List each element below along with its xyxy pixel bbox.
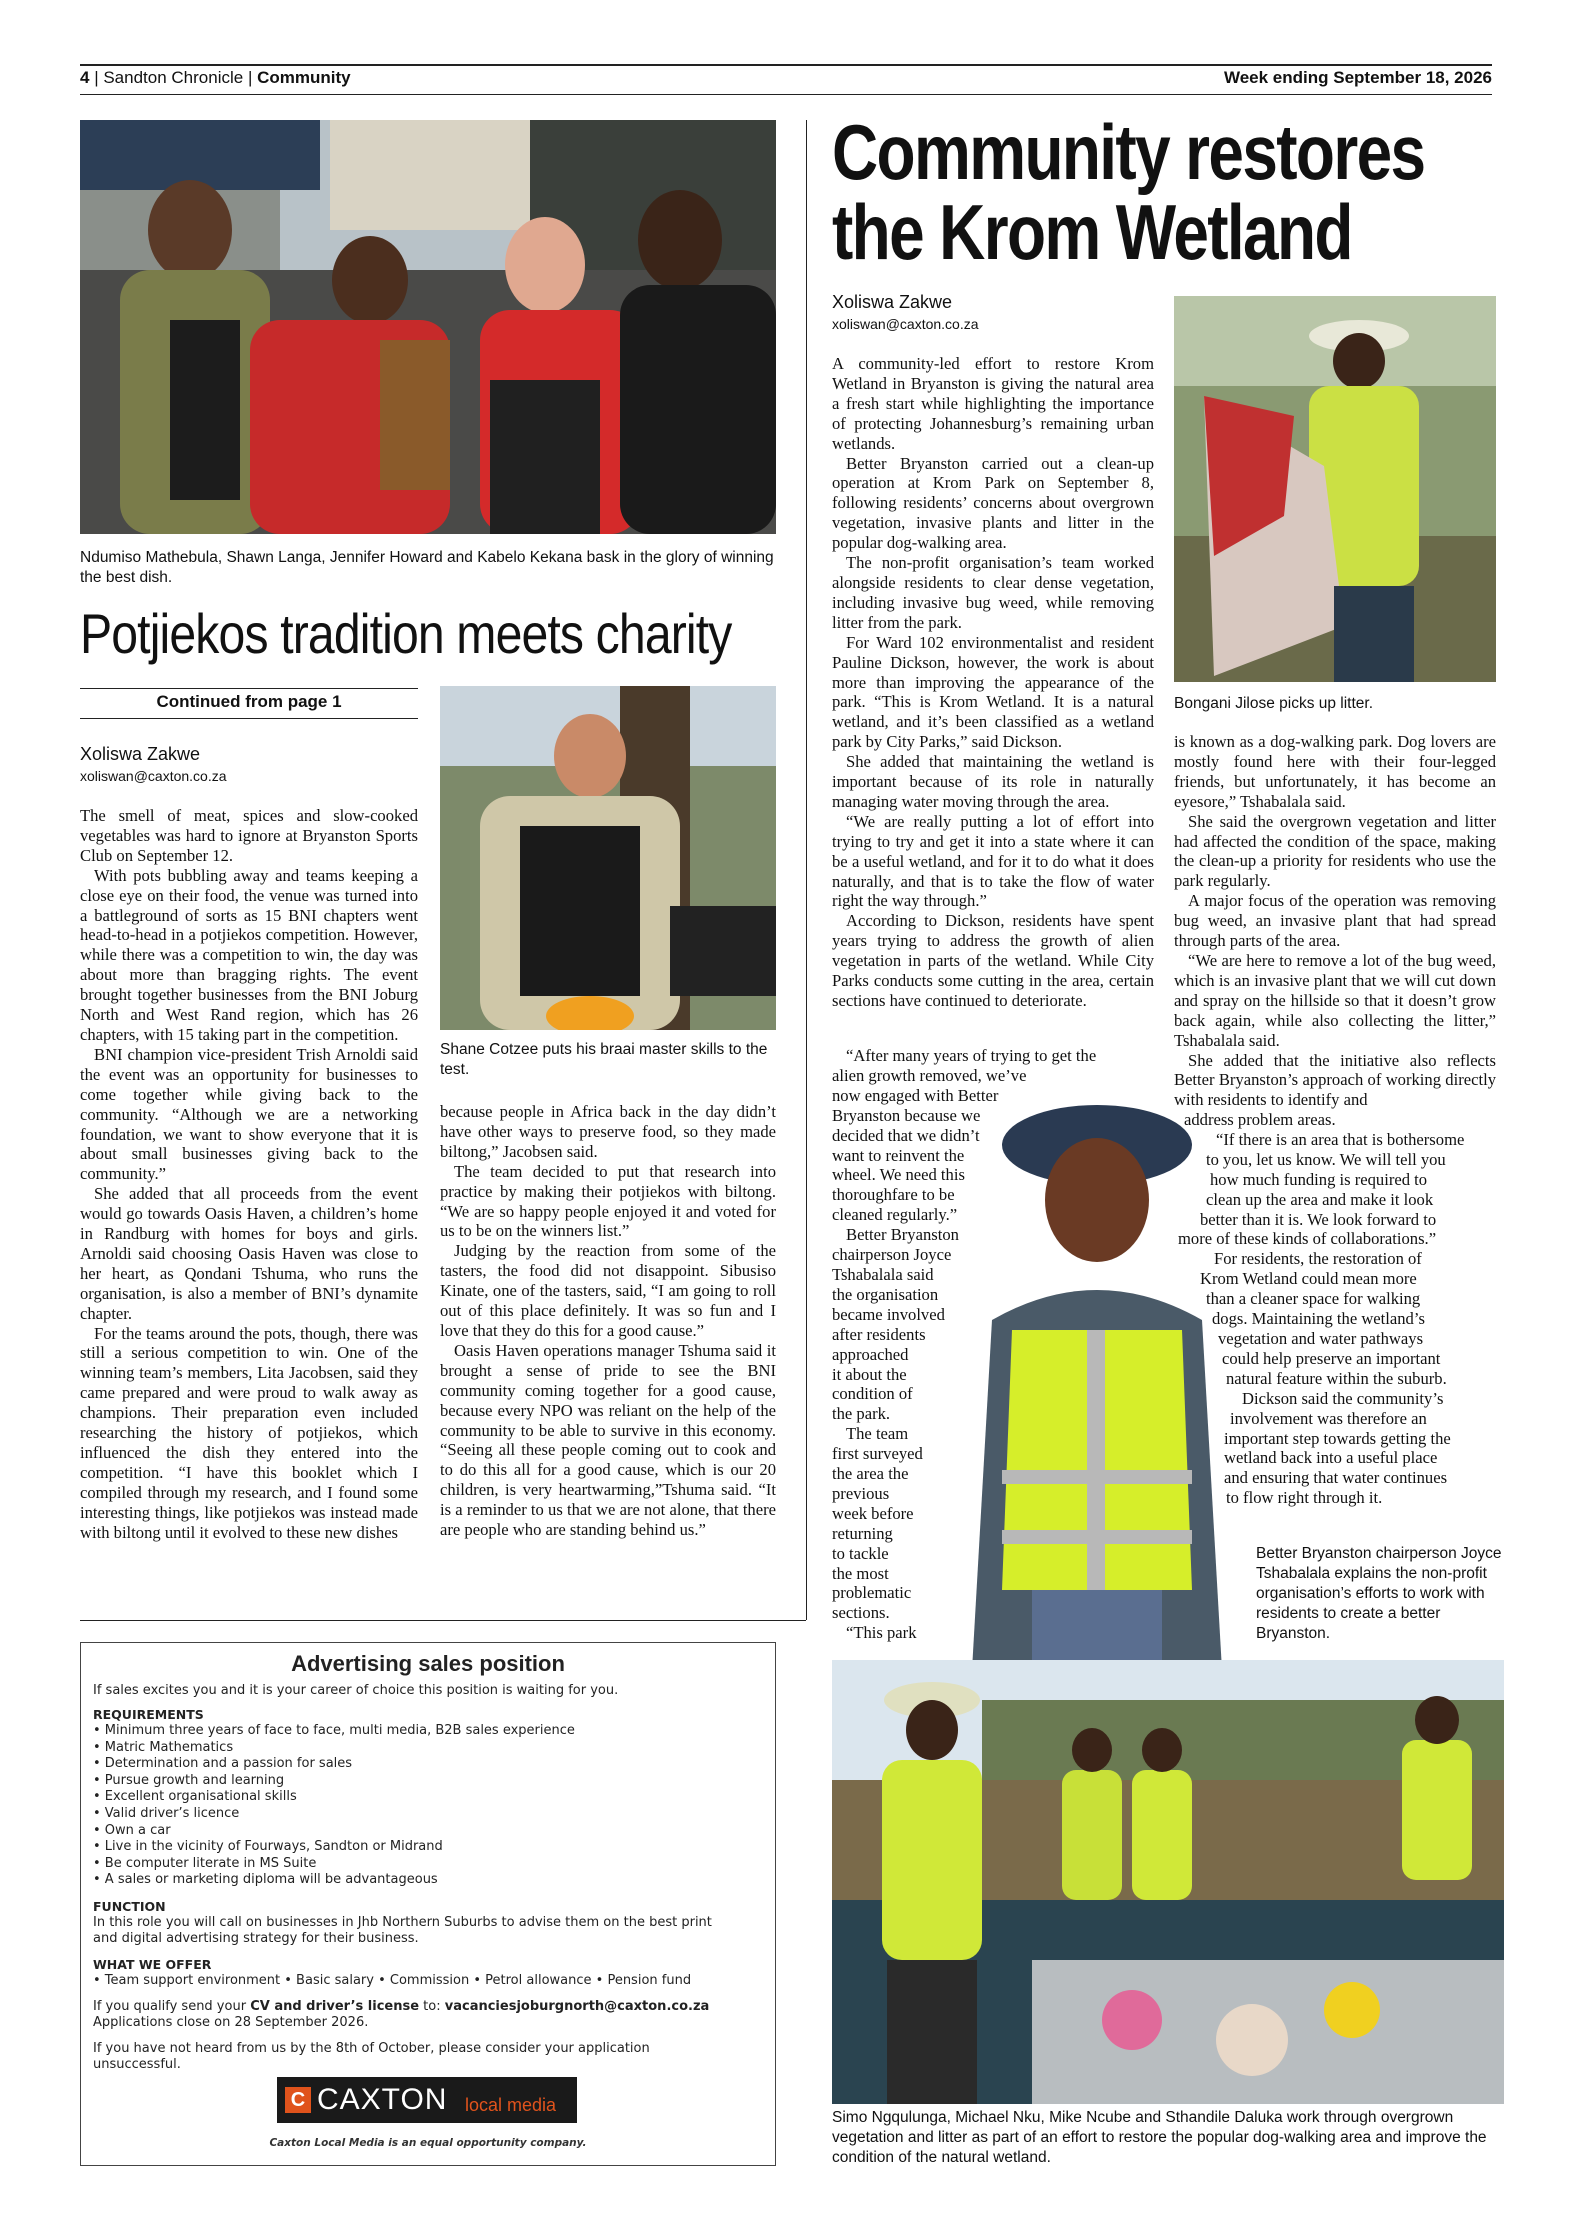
paragraph: “We are really putting a lot of effort into trying to try and get it into a state where it can be a useful wetland, and for it to do what it does naturally, and that is to take the flow of water right the way through.” — [832, 811, 1154, 911]
folio-bottom-rule — [80, 94, 1492, 95]
ad-apply-line — [93, 1999, 763, 2016]
text-line: approached — [832, 1344, 909, 1364]
potjiekos-headline: Potjiekos tradition meets charity — [80, 602, 732, 665]
text-line: address problem areas. — [1184, 1110, 1336, 1129]
wetland-headline — [832, 108, 1425, 276]
cleanup-team-photo — [832, 1660, 1504, 2104]
text-line: sections. — [832, 1603, 890, 1623]
paragraph: She added that all proceeds from the event would go towards Oasis Haven, a children’s home in Randburg with homes for boys and girls. Arnoldi said choosing Oasis Haven was close to her heart, as Qondani Tshuma, who runs the organisation, is also a member of BNI’s dynamite chapter. — [80, 1184, 418, 1323]
text-line: to you, let us know. We will tell you — [1206, 1149, 1446, 1169]
paragraph: Judging by the reaction from some of the tasters, the food did not disappoint. Sibusiso Kinate, one of the tasters, said, “I am going to roll out of this place definitely. It was so fun and I love that they do this for a good cause.” — [440, 1241, 776, 1340]
ad-offer-heading: WHAT WE OFFER — [93, 1957, 212, 1972]
shane-photo-caption: Shane Cotzee puts his braai master skills to the test. — [440, 1041, 768, 1078]
ad-requirement: • Own a car — [93, 1822, 171, 1838]
wetland-col2-tail — [1178, 1110, 1504, 1508]
paragraph: She said the overgrown vegetation and litter had affected the condition of the space, making the clean-up a priority for residents who use the park regularly. — [1174, 811, 1496, 891]
ad-requirement: • Live in the vicinity of Fourways, Sandton or Midrand — [93, 1839, 443, 1855]
ad-requirement: • A sales or marketing diploma will be advantageous — [93, 1872, 438, 1888]
ad-offer-text: • Team support environment • Basic salary • Commission • Petrol allowance • Pension fund — [93, 1973, 692, 1988]
paragraph: The team decided to put that research into practice by making their potjiekos with biltong. “We are so happy people enjoyed it and voted for us to be on the winners list.” — [440, 1161, 776, 1241]
ad-intro: If sales excites you and it is your career of choice this position is waiting for you. — [93, 1683, 619, 1698]
folio-left: 4 | Sandton Chronicle | Community — [80, 68, 351, 87]
text-line: better than it is. We look forward to — [1200, 1209, 1437, 1229]
text-line: problematic — [832, 1583, 912, 1603]
potjiekos-photo-caption: Ndumiso Mathebula, Shawn Langa, Jennifer Howard and Kabelo Kekana bask in the glory of winning the best dish. — [80, 549, 774, 586]
ad-function-text-2: and digital advertising strategy for their business. — [93, 1931, 419, 1946]
continued-rule-top — [80, 688, 418, 689]
potjiekos-col2 — [440, 1102, 776, 1540]
bongani-photo-caption: Bongani Jilose picks up litter. — [1174, 695, 1374, 712]
potjiekos-author: Xoliswa Zakwe — [80, 744, 201, 764]
paper-name: Sandton Chronicle — [103, 68, 244, 87]
paragraph: The non-profit organisation’s team worked alongside residents to clear dense vegetation, including invasive bug weed, while removing litter from the park. — [832, 553, 1154, 632]
caxton-logo — [277, 2077, 577, 2123]
paragraph: A community-led effort to restore Krom Wetland in Bryanston is giving the natural area a fresh start while highlighting the importance of protecting Johannesburg’s remaining urban wetlands. — [832, 354, 1154, 453]
text-line: and ensuring that water continues — [1224, 1468, 1448, 1488]
text-line: now engaged with Better — [832, 1085, 999, 1105]
text-line: the organisation — [832, 1284, 939, 1304]
text-line: “This park — [846, 1623, 917, 1643]
wetland-email: xoliswan@caxton.co.za — [832, 316, 979, 332]
ad-footer: Caxton Local Media is an equal opportunity company. — [269, 2137, 587, 2149]
text-line: want to reinvent the — [832, 1145, 965, 1165]
paragraph: is known as a dog-walking park. Dog lovers are mostly found here with their four-legged friends, but unfortunately, it has become an eyesore,” Tshabalala said. — [1174, 732, 1496, 811]
ad-unsuccessful-2: unsuccessful. — [93, 2057, 181, 2072]
paragraph: For Ward 102 environmentalist and resident Pauline Dickson, however, the work is about more than improving the appearance of the park. “This is Krom Wetland. It is a natural wetland, and it’s been classified as a wetland park by City Parks,” said Dickson. — [832, 632, 1154, 752]
ad-requirements-list — [93, 1723, 763, 1889]
ad-unsuccessful-1: If you have not heard from us by the 8th of October, please consider your application — [93, 2041, 650, 2056]
paragraph: According to Dickson, residents have spent years trying to address the growth of alien vegetation in parts of the wetland. While City Parks conducts some cutting in the area, certain sections have continued to deteriorate. — [832, 911, 1154, 1010]
cleanup-team-caption: Simo Ngqulunga, Michael Nku, Mike Ncube and Sthandile Daluka work through overgrown vegetation and litter as part of an effort to restore the popular dog-walking area and improve the condition of the natural wetland. — [832, 2109, 1487, 2166]
text-line: the area the — [832, 1464, 909, 1484]
continued-label: Continued from page 1 — [156, 692, 342, 711]
ad-requirement: • Matric Mathematics — [93, 1739, 234, 1755]
wetland-headline-line1: Community restores — [832, 108, 1425, 196]
text-line: For residents, the restoration of — [1214, 1249, 1422, 1269]
text-line: Tshabalala said — [832, 1264, 934, 1284]
shane-braai-photo — [440, 686, 776, 1030]
potjiekos-email: xoliswan@caxton.co.za — [80, 768, 227, 784]
ad-apply-bold: CV and driver’s license — [250, 1999, 420, 2014]
text-line: the most — [832, 1563, 889, 1583]
text-line: first surveyed — [832, 1444, 923, 1464]
ad-function-text-1: In this role you will call on businesses in Jhb Northern Suburbs to advise them on the best print — [93, 1915, 712, 1930]
wetland-col2 — [1174, 732, 1496, 1110]
ad-requirement: • Pursue growth and learning — [93, 1772, 285, 1788]
caxton-logo-sub: local media — [465, 2095, 557, 2115]
ad-function-heading: FUNCTION — [93, 1899, 166, 1914]
text-line: natural feature within the suburb. — [1226, 1368, 1447, 1388]
story-divider — [806, 120, 807, 1620]
ad-requirement: • Be computer literate in MS Suite — [93, 1855, 317, 1871]
text-line: thoroughfare to be — [832, 1185, 955, 1205]
text-line: week before — [832, 1503, 914, 1523]
text-line: “After many years of trying to get the alien growth removed, we’ve — [832, 1046, 1097, 1085]
text-line: after residents — [832, 1324, 926, 1344]
caxton-logo-mark: C — [285, 2087, 311, 2113]
potjiekos-col1 — [80, 806, 418, 1543]
paragraph: “We are here to remove a lot of the bug weed, which is an invasive plant that we will cut down and spray on the hillside so that it doesn’t grow back again, while also collecting the litter,” Tshabalala said. — [1174, 950, 1496, 1050]
paragraph: BNI champion vice-president Trish Arnoldi said the event was an opportunity for businesses to come together while giving back to the community. “Although we are a networking foundation, we want to show everyone that it is about small businesses giving back to the community.” — [80, 1044, 418, 1184]
text-line: cleaned regularly.” — [832, 1205, 958, 1225]
text-line: vegetation and water pathways — [1218, 1328, 1424, 1348]
text-line: dogs. Maintaining the wetland’s — [1212, 1309, 1425, 1329]
bongani-litter-photo — [1174, 296, 1496, 682]
text-line: clean up the area and make it look — [1206, 1189, 1434, 1209]
text-line: The team — [846, 1424, 909, 1444]
text-line: wetland back into a useful place — [1224, 1448, 1438, 1468]
paragraph: She added that the initiative also reflects Better Bryanston’s approach of working directly with residents to identify and — [1174, 1050, 1496, 1110]
ad-requirement: • Minimum three years of face to face, multi media, B2B sales experience — [93, 1723, 575, 1738]
ad-requirements-heading: REQUIREMENTS — [93, 1707, 204, 1722]
text-line: “If there is an area that is bothersome — [1216, 1129, 1465, 1149]
text-line: more of these kinds of collaborations.” — [1178, 1229, 1437, 1249]
text-line: to flow right through it. — [1226, 1488, 1383, 1508]
ad-apply-email-link[interactable]: vacanciesjoburgnorth@caxton.co.za — [444, 1999, 710, 2014]
ad-requirement: • Excellent organisational skills — [93, 1789, 297, 1805]
text-line: previous — [832, 1483, 890, 1503]
wetland-col1 — [832, 354, 1154, 1011]
ad-requirement: • Determination and a passion for sales — [93, 1756, 353, 1772]
paragraph: She added that maintaining the wetland is important because of its role in naturally managing water moving through the area. — [832, 752, 1154, 811]
text-line: important step towards getting the — [1224, 1428, 1451, 1448]
potjiekos-winners-photo — [80, 120, 776, 534]
text-line: the park. — [832, 1404, 891, 1424]
text-line: chairperson Joyce — [832, 1245, 952, 1265]
advertising-sales-ad — [80, 1642, 776, 2166]
ad-apply-mid: to: — [419, 1999, 445, 2014]
joyce-tshabalala-photo — [972, 1090, 1222, 1670]
paragraph: Oasis Haven operations manager Tshuma said it brought a sense of pride to see the BNI community coming together for a good cause, because every NPO was reliant on the help of the community to be able to survive in this economy. “Seeing all these people coming out to cook and to do this all for a good cause, which is our 20 children, is very heartwarming,”Tshuma said. “It is a reminder to us that we are not alone, that there are people who are standing behind us.” — [440, 1340, 776, 1540]
page-number: 4 — [80, 68, 90, 87]
text-line: Better Bryanston — [846, 1225, 959, 1245]
joyce-photo-caption: Better Bryanston chairperson Joyce Tshabalala explains the non-profit organisation’s efforts to work with residents to create a better Bryanston. — [1256, 1545, 1502, 1642]
wetland-author: Xoliswa Zakwe — [832, 292, 953, 312]
paragraph: For the teams around the pots, though, there was still a serious competition to win. One of the winning team’s members, Lita Jacobsen, said they came prepared and were proud to walk away as champions. Their preparation even included researching the history of potjiekos, which influenced the dish they entered into the competition. “I have this booklet which I compiled through my research, and I found some interesting things, like potjiekos was instead made with biltong until it evolved to these new dishes — [80, 1323, 418, 1542]
ad-requirement: • Valid driver’s licence — [93, 1805, 240, 1821]
text-line: how much funding is required to — [1210, 1169, 1428, 1189]
section-name: Community — [257, 68, 351, 87]
text-line: Dickson said the community’s — [1242, 1388, 1444, 1408]
paragraph: A major focus of the operation was removing bug weed, an invasive plant that had spread through parts of the area. — [1174, 891, 1496, 951]
text-line: to tackle — [832, 1543, 889, 1563]
text-line: Bryanston because we — [832, 1105, 981, 1125]
text-line: it about the — [832, 1364, 907, 1384]
ad-apply-close: Applications close on 28 September 2026. — [93, 2015, 369, 2030]
paragraph: The smell of meat, spices and slow-cooked vegetables was hard to ignore at Bryanston Sports Club on September 12. — [80, 806, 418, 865]
ad-divider — [80, 1620, 806, 1621]
ad-apply-pre: If you qualify send your — [93, 1999, 251, 2014]
text-line: than a cleaner space for walking — [1206, 1289, 1421, 1309]
paragraph: because people in Africa back in the day didn’t have other ways to preserve food, so they made biltong,” Jacobsen said. — [440, 1102, 776, 1161]
folio-top-rule — [80, 64, 1492, 66]
ad-title: Advertising sales position — [291, 1651, 565, 1676]
text-line: Krom Wetland could mean more — [1200, 1269, 1417, 1289]
text-line: wheel. We need this — [832, 1165, 965, 1185]
text-line: decided that we didn’t — [832, 1125, 980, 1145]
text-line: condition of — [832, 1384, 913, 1404]
paragraph: Better Bryanston carried out a clean-up operation at Krom Park on September 8, following residents’ concerns about overgrown vegetation, invasive plants and litter in the popular dog-walking area. — [832, 453, 1154, 553]
text-line: returning — [832, 1523, 893, 1543]
text-line: could help preserve an important — [1222, 1348, 1441, 1368]
issue-date: Week ending September 18, 2026 — [1223, 68, 1492, 87]
wetland-headline-line2: the Krom Wetland — [832, 188, 1352, 276]
text-line: involvement was therefore an — [1230, 1408, 1427, 1428]
caxton-logo-text: CAXTON — [317, 2083, 448, 2116]
paragraph: With pots bubbling away and teams keeping a close eye on their food, the venue was turned into a battleground of sorts as 15 BNI chapters went head-to-head in a potjiekos competition. However, while there was a competition to win, the day was about more than bragging rights. The event brought together businesses from the BNI Joburg North and West Rand region, which has 26 chapters, with 15 taking part in the competition. — [80, 865, 418, 1044]
continued-rule-bottom — [80, 718, 418, 719]
text-line: became involved — [832, 1304, 945, 1324]
